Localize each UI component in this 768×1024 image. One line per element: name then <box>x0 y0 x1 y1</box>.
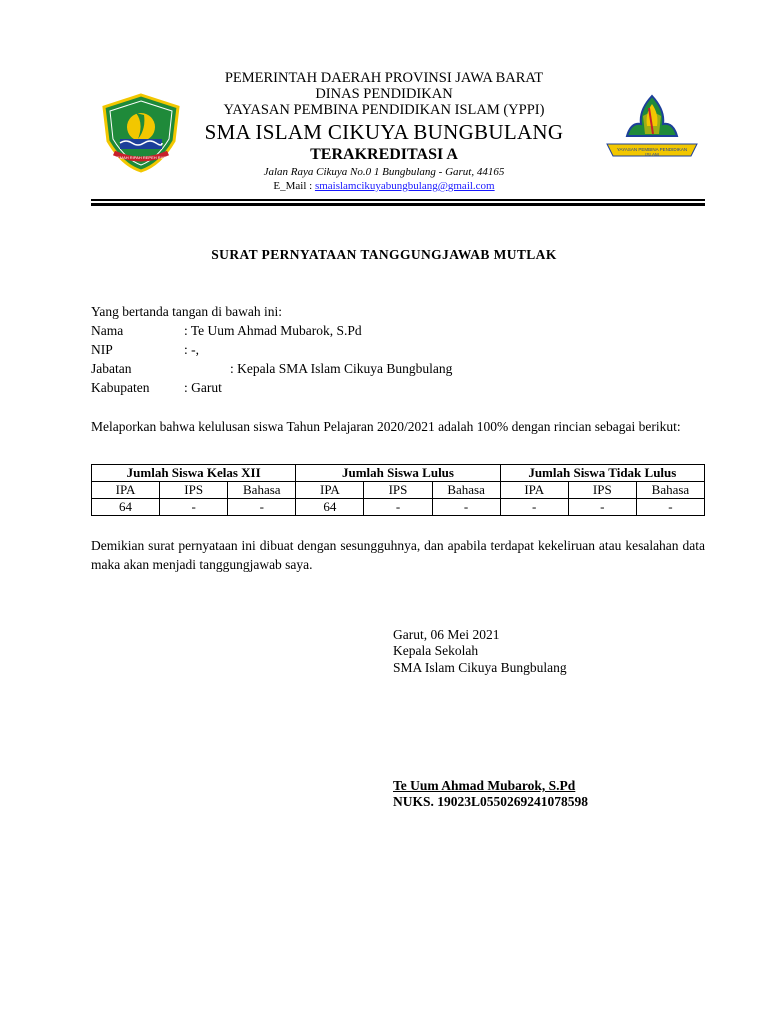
value-cell: - <box>500 499 568 516</box>
school-name: SMA ISLAM CIKUYA BUNGBULANG <box>204 120 564 144</box>
group-header-failed: Jumlah Siswa Tidak Lulus <box>500 465 704 482</box>
email-line <box>0 180 768 193</box>
closing-paragraph: Demikian surat pernyataan ini dibuat dengan sesungguhnya, dan apabila terdapat kekeliruan atau kesalahan data maka akan menjadi tanggungjawab saya. <box>91 538 705 572</box>
government-line: PEMERINTAH DAERAH PROVINSI JAWA BARAT <box>224 70 544 86</box>
email-link[interactable]: smaislamcikuyabungbulang@gmail.com <box>314 180 495 192</box>
signer-name: Te Uum Ahmad Mubarok, S.Pd <box>393 778 576 793</box>
table-row <box>92 499 705 516</box>
value-cell: - <box>568 499 636 516</box>
subheader-cell: Bahasa <box>228 482 296 499</box>
report-paragraph: Melaporkan bahwa kelulusan siswa Tahun Pelajaran 2020/2021 adalah 100% dengan rincian sebagai berikut: <box>91 419 681 434</box>
school-address: Jalan Raya Cikuya No.0 1 Bungbulang - Garut, 44165 <box>263 166 505 178</box>
graduation-table <box>91 464 705 516</box>
jabar-logo-motto: GEMAH RIPAH REPEH RAPIH <box>114 155 170 160</box>
subheader-cell: Bahasa <box>432 482 500 499</box>
table-group-row <box>92 465 705 482</box>
group-header-passed: Jumlah Siswa Lulus <box>296 465 500 482</box>
place-date: Garut, 06 Mei 2021 <box>393 627 500 642</box>
position-value: : Kepala SMA Islam Cikuya Bungbulang <box>230 361 453 376</box>
value-cell: - <box>432 499 500 516</box>
intro-text: Yang bertanda tangan di bawah ini: <box>91 304 282 319</box>
value-cell: - <box>160 499 228 516</box>
value-cell: - <box>364 499 432 516</box>
position-label: Jabatan <box>91 361 132 376</box>
value-cell: 64 <box>296 499 364 516</box>
regency-label: Kabupaten <box>91 380 150 395</box>
yppi-logo-text: YAYASAN PEMBINA PENDIDIKAN ISLAM <box>616 147 688 157</box>
identity-block <box>91 321 705 401</box>
name-value: : Te Uum Ahmad Mubarok, S.Pd <box>184 323 362 338</box>
subheader-cell: IPA <box>92 482 160 499</box>
letterhead-rule-thin <box>91 199 705 201</box>
letter-title: SURAT PERNYATAAN TANGGUNGJAWAB MUTLAK <box>211 247 557 262</box>
accreditation: TERAKREDITASI A <box>310 146 458 163</box>
regency-value: : Garut <box>184 380 222 395</box>
email-label: E_Mail : <box>273 180 315 192</box>
agency-line: DINAS PENDIDIKAN <box>315 86 453 102</box>
value-cell: - <box>228 499 296 516</box>
signer-school: SMA Islam Cikuya Bungbulang <box>393 660 567 675</box>
subheader-cell: IPS <box>568 482 636 499</box>
subheader-cell: IPA <box>296 482 364 499</box>
letterhead-rule-thick <box>91 203 705 206</box>
value-cell: - <box>636 499 704 516</box>
nip-label: NIP <box>91 342 113 357</box>
table-subheader-row <box>92 482 705 499</box>
name-label: Nama <box>91 323 124 338</box>
signer-role: Kepala Sekolah <box>393 643 479 658</box>
group-header-class-xii: Jumlah Siswa Kelas XII <box>92 465 296 482</box>
value-cell: 64 <box>92 499 160 516</box>
signer-id: NUKS. 19023L0550269241078598 <box>393 794 589 809</box>
nip-value: : -, <box>184 342 199 357</box>
foundation-line: YAYASAN PEMBINA PENDIDIKAN ISLAM (YPPI) <box>223 102 545 118</box>
subheader-cell: IPS <box>160 482 228 499</box>
subheader-cell: IPA <box>500 482 568 499</box>
subheader-cell: IPS <box>364 482 432 499</box>
subheader-cell: Bahasa <box>636 482 704 499</box>
